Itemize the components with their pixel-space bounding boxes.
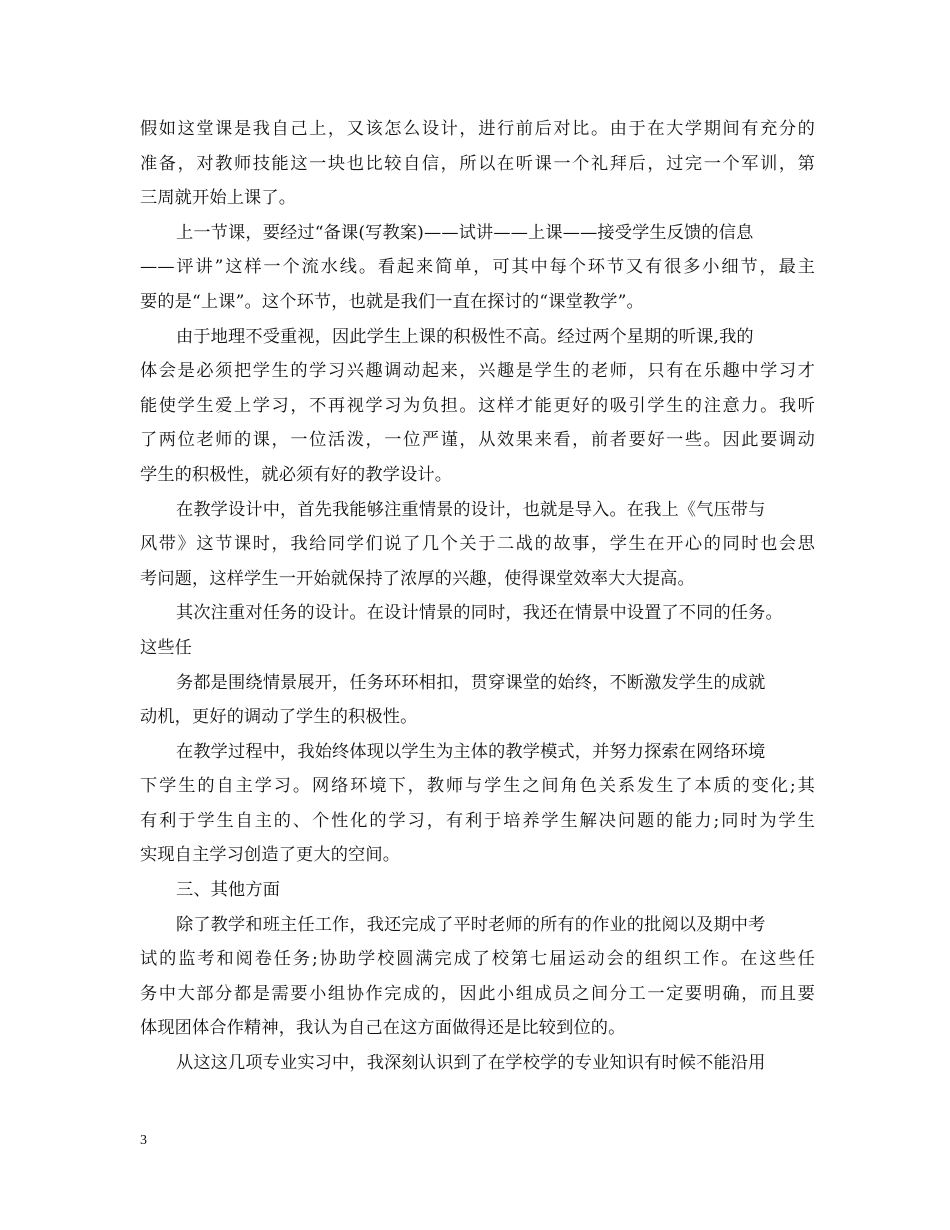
text-line: 在教学设计中，首先我能够注重情景的设计，也就是导入。在我上《气压带与 <box>176 499 766 520</box>
text-line: 风带》这节课时，我给同学们说了几个关于二战的故事，学生在开心的同时也会思 <box>140 534 815 555</box>
text-line: ——评讲”这样一个流水线。看起来简单，可其中每个环节又有很多小细节，最主 <box>140 257 815 278</box>
text-line: 准备，对教师技能这一块也比较自信，所以在听课一个礼拜后，过完一个军训，第 <box>140 153 815 174</box>
document-body <box>140 112 815 1081</box>
text-line: 动机，更好的调动了学生的积极性。 <box>140 707 418 728</box>
text-line: 三周就开始上课了。 <box>140 188 297 209</box>
text-line: 除了教学和班主任工作，我还完成了平时老师的所有的作业的批阅以及期中考 <box>176 914 766 935</box>
text-line: 体现团体合作精神，我认为自己在这方面做得还是比较到位的。 <box>140 1018 626 1039</box>
text-line: 能使学生爱上学习，不再视学习为负担。这样才能更好的吸引学生的注意力。我听 <box>140 395 815 416</box>
text-line: 了两位老师的课，一位活泼，一位严谨，从效果来看，前者要好一些。因此要调动 <box>140 430 815 451</box>
text-line: 假如这堂课是我自己上，又该怎么设计，进行前后对比。由于在大学期间有充分的 <box>140 119 815 139</box>
text-line: 从这这几项专业实习中，我深刻认识到了在学校学的专业知识有时候不能沿用 <box>176 1053 766 1074</box>
text-line: 试的监考和阅卷任务;协助学校圆满完成了校第七届运动会的组织工作。在这些任 <box>140 949 815 970</box>
text-line: 这些任 <box>140 637 193 658</box>
page-number: 3 <box>140 1133 147 1148</box>
text-line: 务都是围绕情景展开，任务环环相扣，贯穿课堂的始终，不断激发学生的成就 <box>176 672 766 693</box>
text-line: 下学生的自主学习。网络环境下，教师与学生之间角色关系发生了本质的变化;其 <box>140 776 815 797</box>
text-line: 由于地理不受重视，因此学生上课的积极性不高。经过两个星期的听课,我的 <box>176 326 754 347</box>
section-heading: 三、其他方面 <box>176 880 281 901</box>
text-line: 上一节课，要经过“备课(写教案)——试讲——上课——接受学生反馈的信息 <box>176 222 754 243</box>
text-line: 考问题，这样学生一开始就保持了浓厚的兴趣，使得课堂效率大大提高。 <box>140 568 695 589</box>
text-line: 务中大部分都是需要小组协作完成的，因此小组成员之间分工一定要明确，而且要 <box>140 983 815 1004</box>
text-line: 要的是“上课”。这个环节，也就是我们一直在探讨的“课堂教学”。 <box>140 291 644 312</box>
text-line: 其次注重对任务的设计。在设计情景的同时，我还在情景中设置了不同的任务。 <box>176 603 783 624</box>
text-line: 学生的积极性，就必须有好的教学设计。 <box>140 464 453 485</box>
text-line: 体会是必须把学生的学习兴趣调动起来，兴趣是学生的老师，只有在乐趣中学习才 <box>140 361 815 382</box>
text-line: 实现自主学习创造了更大的空间。 <box>140 845 401 866</box>
text-line: 有利于学生自主的、个性化的学习，有利于培养学生解决问题的能力;同时为学生 <box>140 810 815 831</box>
text-line: 在教学过程中，我始终体现以学生为主体的教学模式，并努力探索在网络环境 <box>176 741 766 762</box>
